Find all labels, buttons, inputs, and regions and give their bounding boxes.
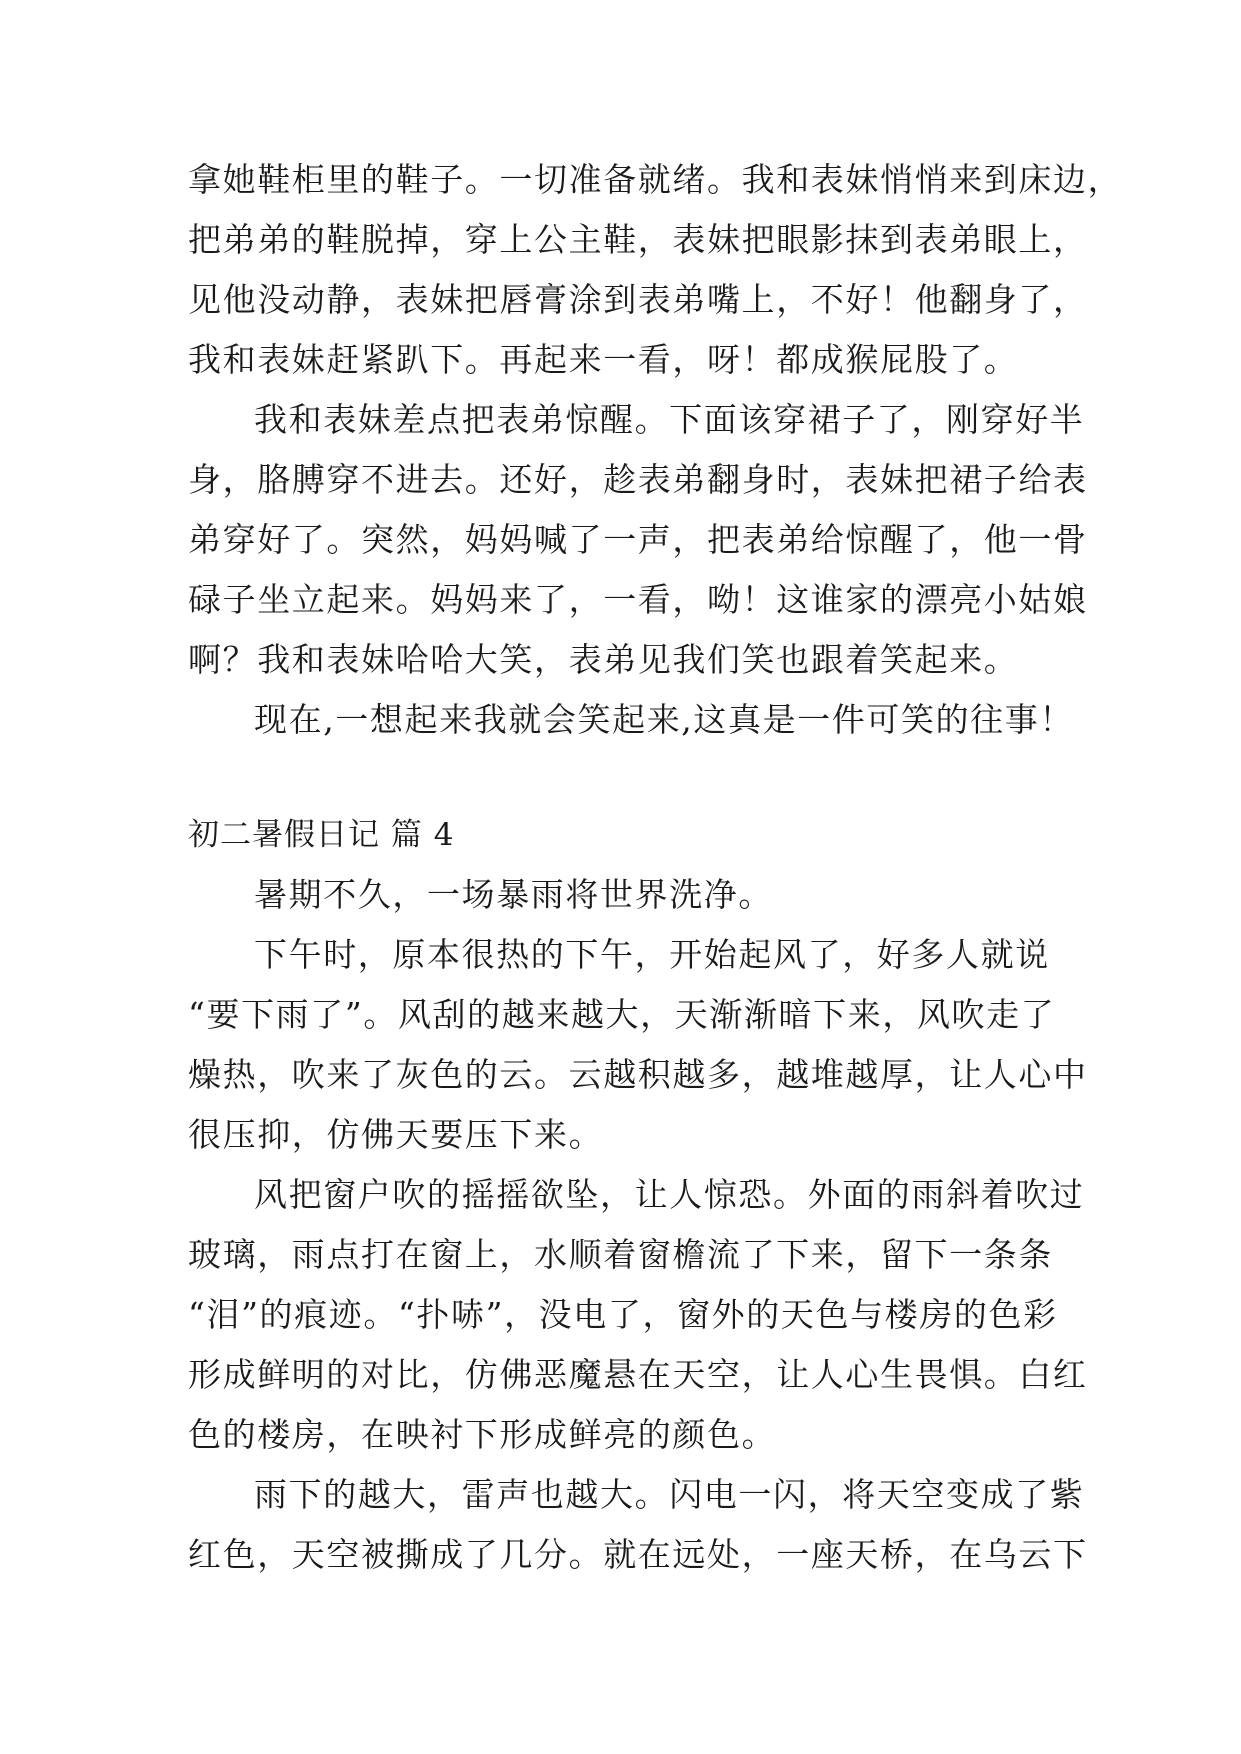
text-line: 弟穿好了。突然，妈妈喊了一声，把表弟给惊醒了，他一骨 [188,520,1088,559]
paragraph [188,1165,1088,1465]
text-line: 碌子坐立起来。妈妈来了，一看，呦！这谁家的漂亮小姑娘 [188,580,1088,619]
paragraph [188,390,1088,690]
text-line: 我和表妹差点把表弟惊醒。下面该穿裙子了，刚穿好半 [254,400,1085,439]
document-page [188,150,1123,1585]
section-title: 初二暑假日记 篇 4 [188,817,455,853]
text-line: 身，胳膊穿不进去。还好，趁表弟翻身时，表妹把裙子给表 [188,460,1088,499]
text-line: “泪”的痕迹。“扑哧”，没电了，窗外的天色与楼房的色彩 [188,1295,1058,1334]
text-line: 下午时，原本很热的下午，开始起风了，好多人就说 [254,935,1050,974]
text-line: 很压抑，仿佛天要压下来。 [188,1115,604,1154]
text-line: 红色，天空被撕成了几分。就在远处，一座天桥，在乌云下 [188,1535,1088,1574]
text-line: 现在,一想起来我就会笑起来,这真是一件可笑的往事！ [254,700,1074,739]
paragraph [188,925,1088,1165]
text-line: 把弟弟的鞋脱掉，穿上公主鞋，表妹把眼影抹到表弟眼上， [188,220,1088,259]
text-line: 燥热，吹来了灰色的云。云越积越多，越堆越厚，让人心中 [188,1055,1088,1094]
paragraph [188,150,1123,390]
text-line: 玻璃，雨点打在窗上，水顺着窗檐流了下来，留下一条条 [188,1235,1053,1274]
text-line: 雨下的越大，雷声也越大。闪电一闪，将天空变成了紫 [254,1475,1085,1514]
text-line: 我和表妹赶紧趴下。再起来一看，呀！都成猴屁股了。 [188,340,1019,379]
text-line: 拿她鞋柜里的鞋子。一切准备就绪。我和表妹悄悄来到床边， [188,160,1123,199]
paragraph [188,865,1068,925]
paragraph [188,690,1074,750]
text-line: 形成鲜明的对比，仿佛恶魔悬在天空，让人心生畏惧。白红 [188,1355,1088,1394]
paragraph [188,1465,1088,1585]
text-line: 风把窗户吹的摇摇欲坠，让人惊恐。外面的雨斜着吹过 [254,1175,1085,1214]
text-line: 见他没动静，表妹把唇膏涂到表弟嘴上，不好！他翻身了， [188,280,1088,319]
text-line: 啊？我和表妹哈哈大笑，表弟见我们笑也跟着笑起来。 [188,640,1019,679]
text-line: 暑期不久，一场暴雨将世界洗净。 [254,875,773,914]
text-line: “要下雨了”。风刮的越来越大，天渐渐暗下来，风吹走了 [188,995,1056,1034]
text-line: 色的楼房，在映衬下形成鲜亮的颜色。 [188,1415,777,1454]
